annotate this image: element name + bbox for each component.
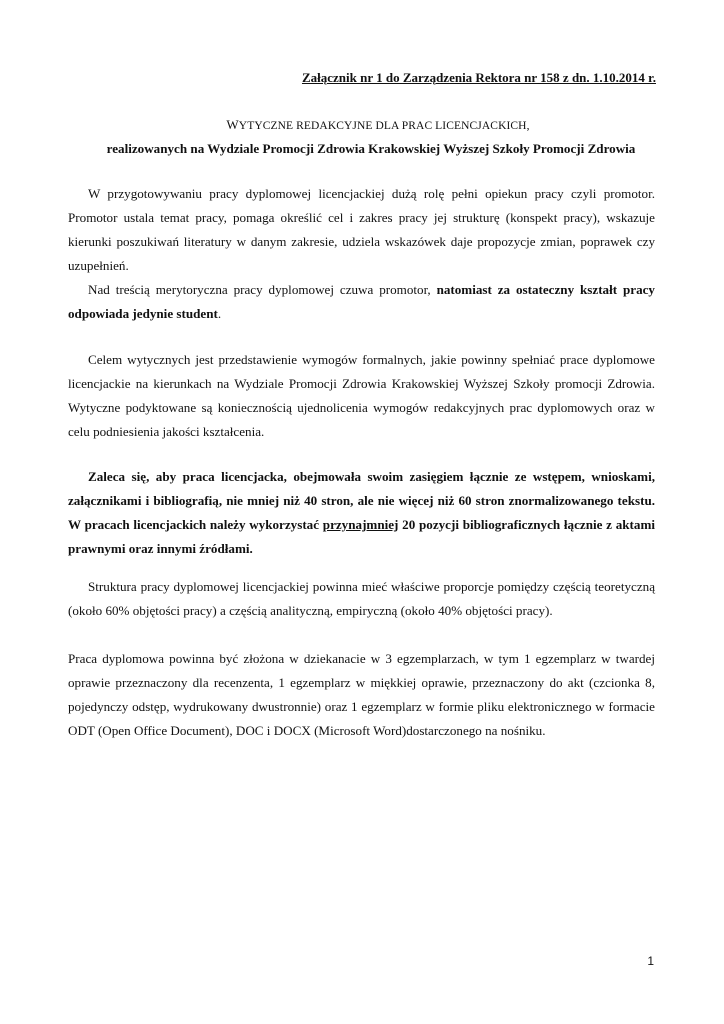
paragraph-length-requirements — [68, 465, 655, 561]
title-initial: W — [226, 117, 239, 132]
underlined-text: przynajmniej — [322, 517, 399, 532]
document-title — [0, 117, 724, 133]
document-subtitle: realizowanych na Wydziale Promocji Zdrowia Krakowskiej Wyższej Szkoły Promocji Zdrowia — [106, 141, 636, 156]
paragraph-bold-text: Zaleca się, aby praca licencjacka, obejmowała swoim zasięgiem łącznie ze wstępem, wnioskami, załącznikami i bibliografią, nie mniej niż 40 stron, ale nie więcej niż 60 stron znormalizowanego tekstu. W pracach licencjackich należy wykorzystać — [68, 469, 655, 532]
paragraph-guidelines-purpose — [68, 348, 655, 444]
title-rest: YTYCZNE REDAKCYJNE DLA PRAC LICENCJACKICH, — [238, 120, 530, 132]
paragraph-bold-text: natomiast za ostateczny kształt pracy odpowiada jedynie student — [68, 282, 655, 321]
paragraph-text-end: . — [217, 306, 222, 321]
annex-header: Załącznik nr 1 do Zarządzenia Rektora nr 158 z dn. 1.10.2014 r. — [301, 70, 656, 85]
paragraph-structure — [68, 575, 655, 623]
paragraph-text: W przygotowywaniu pracy dyplomowej licencjackiej dużą rolę pełni opiekun pracy czyli promotor. Promotor ustala temat pracy, pomaga określić cel i zakres pracy jej strukturę (konspekt pracy), wskazuje kierunki poszukiwań literatury w danym zakresie, udziela wskazówek daje propozycje zmian, poprawek czy uzupełnień. — [68, 186, 655, 273]
paragraph-bold-text-end: 20 pozycji bibliograficznych łącznie z aktami prawnymi oraz innymi źródłami. — [68, 517, 656, 556]
paragraph-text: Celem wytycznych jest przedstawienie wymogów formalnych, jakie powinny spełniać prace dyplomowe licencjackie na kierunkach na Wydziale Promocji Zdrowia Krakowskiej Wyższej Szkoły promocji Zdrowia. Wytyczne podyktowane są koniecznością ujednolicenia wymogów redakcyjnych prac dyplomowych oraz w celu podniesienia jakości kształcenia. — [68, 352, 655, 439]
paragraph-text: Struktura pracy dyplomowej licencjackiej powinna mieć właściwe proporcje pomiędzy częścią teoretyczną (około 60% objętości pracy) a częścią analityczną, empiryczną (około 40% objętości pracy). — [68, 579, 655, 618]
page-number: 1 — [647, 954, 654, 968]
paragraph-promoter-role — [68, 182, 655, 278]
paragraph-responsibility — [68, 278, 655, 326]
paragraph-submission — [68, 647, 655, 743]
paragraph-text: Nad treścią merytoryczna pracy dyplomowej czuwa promotor, — [88, 282, 437, 297]
paragraph-text: Praca dyplomowa powinna być złożona w dziekanacie w 3 egzemplarzach, w tym 1 egzemplarz w twardej oprawie przeznaczony dla recenzenta, 1 egzemplarz w miękkiej oprawie, przeznaczony do akt (czcionka 8, pojedynczy odstęp, wydrukowany dwustronnie) oraz 1 egzemplarz w formie pliku elektronicznego w formacie ODT (Open Office Document), DOC i DOCX (Microsoft Word)dostarczonego na nośniku. — [68, 651, 655, 738]
